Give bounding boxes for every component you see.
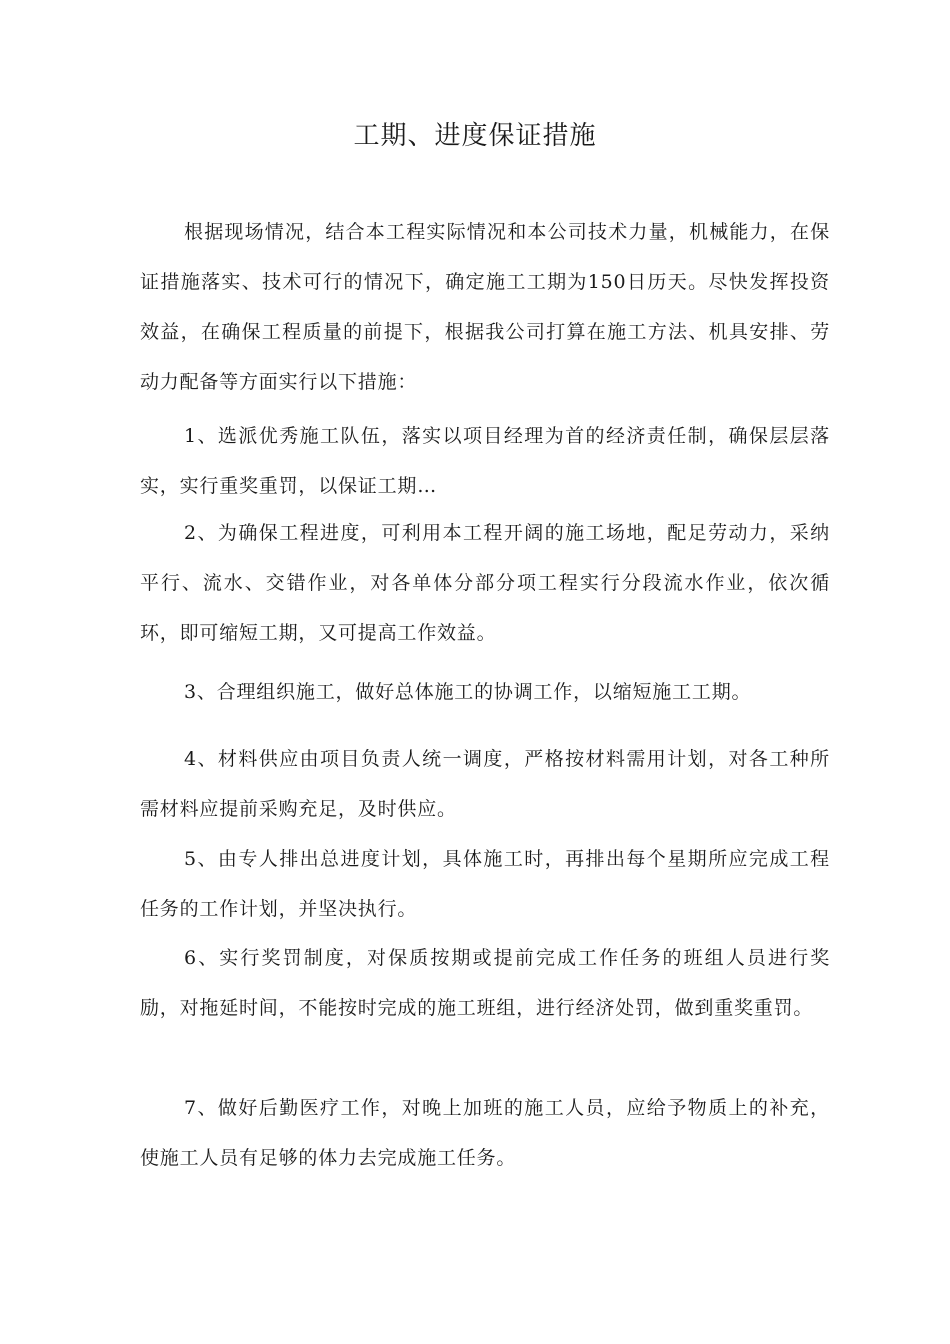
measure-item-2: 2、为确保工程进度，可利用本工程开阔的施工场地，配足劳动力，采纳平行、流水、交错作业，对各单体分部分项工程实行分段流水作业，依次循环，即可缩短工期，又可提高工作效益。 [140, 522, 830, 644]
intro-paragraph: 根据现场情况，结合本工程实际情况和本公司技术力量，机械能力，在保证措施落实、技术可行的情况下，确定施工工期为150日历天。尽快发挥投资效益，在确保工程质量的前提下，根据我公司打算在施工方法、机具安排、劳动力配备等方面实行以下措施： [140, 221, 830, 393]
measure-item-5: 5、由专人排出总进度计划，具体施工时，再排出每个星期所应完成工程任务的工作计划，并坚决执行。 [140, 848, 830, 920]
measure-item-4: 4、材料供应由项目负责人统一调度，严格按材料需用计划，对各工种所需材料应提前采购充足，及时供应。 [140, 748, 830, 820]
measure-item-7: 7、做好后勤医疗工作，对晚上加班的施工人员，应给予物质上的补充，使施工人员有足够的体力去完成施工任务。 [140, 1097, 830, 1169]
measure-item-1: 1、选派优秀施工队伍，落实以项目经理为首的经济责任制，确保层层落实，实行重奖重罚，以保证工期… [140, 425, 830, 497]
measure-item-6: 6、实行奖罚制度，对保质按期或提前完成工作任务的班组人员进行奖励，对拖延时间，不能按时完成的施工班组，进行经济处罚，做到重奖重罚。 [140, 947, 830, 1019]
document-title: 工期、进度保证措施 [353, 121, 597, 151]
measure-item-3: 3、合理组织施工，做好总体施工的协调工作，以缩短施工工期。 [184, 681, 752, 703]
